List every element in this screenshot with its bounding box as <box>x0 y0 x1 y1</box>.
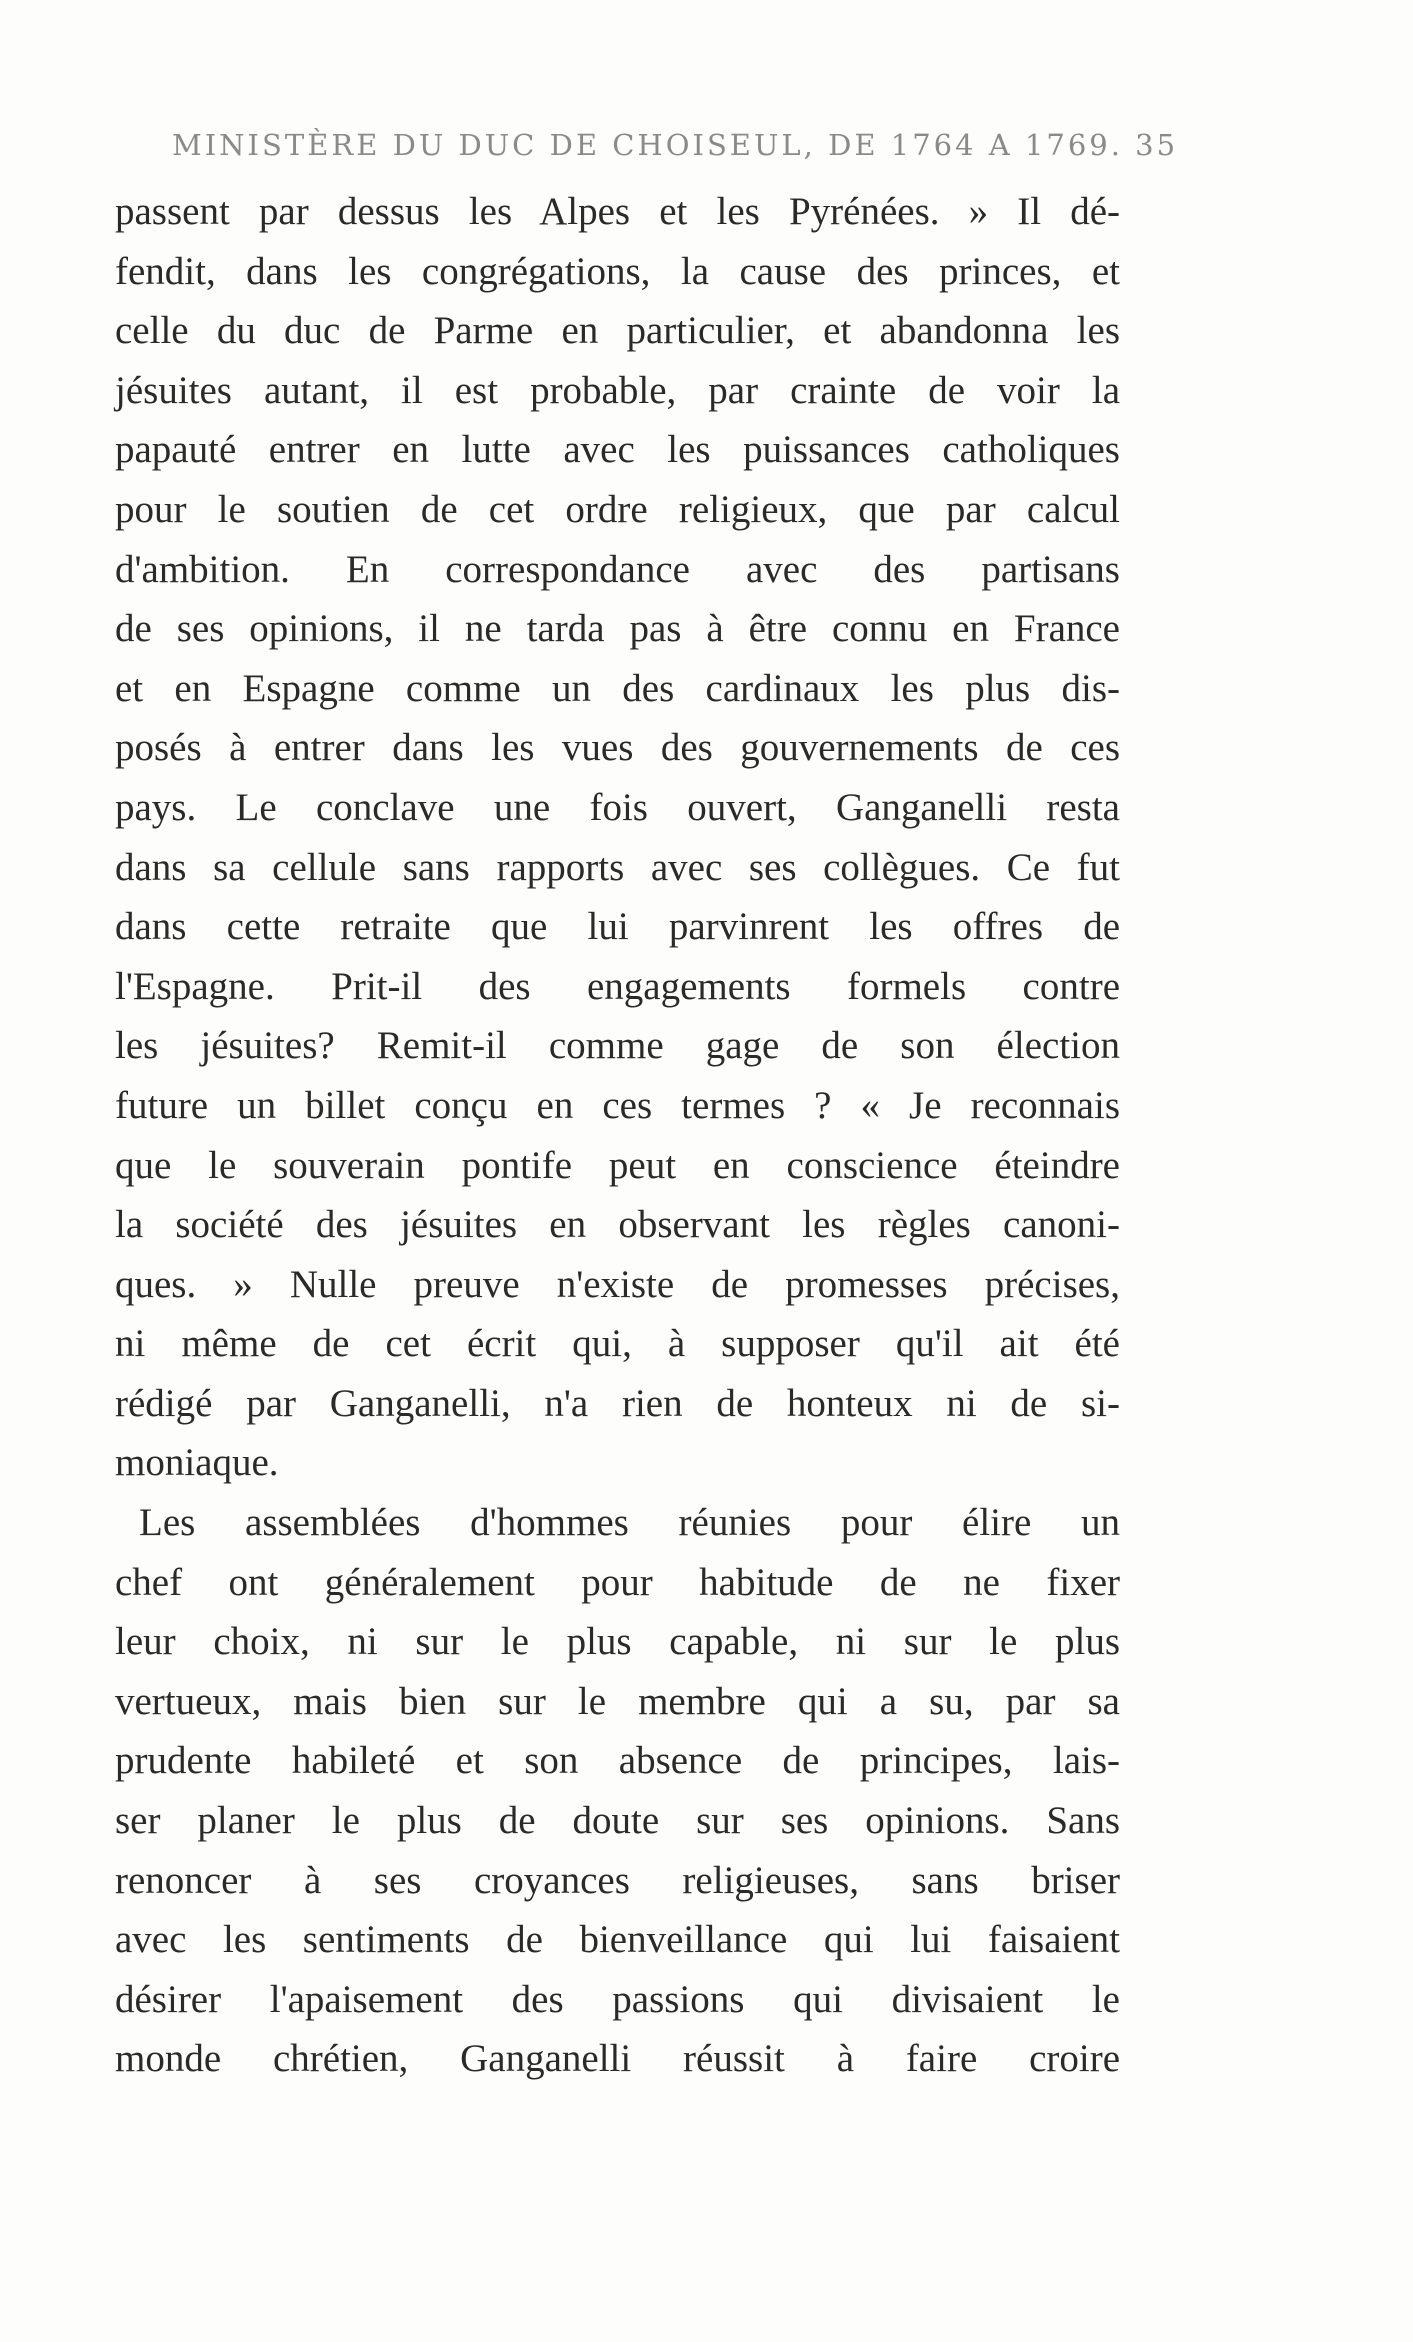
text-line: leur choix, ni sur le plus capable, ni sur le plus <box>115 1620 1120 1664</box>
text-line: ques. » Nulle preuve n'existe de promesses précises, <box>115 1262 1120 1306</box>
text-line: prudente habileté et son absence de principes, lais- <box>115 1739 1120 1783</box>
text-line: dans cette retraite que lui parvinrent les offres de <box>115 905 1120 949</box>
text-line: renoncer à ses croyances religieuses, sans briser <box>115 1858 1120 1902</box>
text-line: la société des jésuites en observant les règles canoni- <box>115 1203 1120 1247</box>
text-line: l'Espagne. Prit-il des engagements formels contre <box>115 964 1120 1008</box>
text-line: rédigé par Ganganelli, n'a rien de honteux ni de si- <box>115 1381 1120 1425</box>
text-line: désirer l'apaisement des passions qui divisaient le <box>115 1977 1120 2021</box>
text-line: fendit, dans les congrégations, la cause des princes, et <box>115 249 1120 293</box>
text-line: les jésuites? Remit-il comme gage de son élection <box>115 1024 1120 1068</box>
text-line: passent par dessus les Alpes et les Pyrénées. » Il dé- <box>115 190 1120 233</box>
body-text <box>115 182 1120 2089</box>
text-line: et en Espagne comme un des cardinaux les plus dis- <box>115 666 1120 710</box>
text-line: d'ambition. En correspondance avec des partisans <box>115 547 1120 591</box>
running-head: MINISTÈRE DU DUC DE CHOISEUL, DE 1764 A 1769. 35 <box>172 128 1179 162</box>
text-line: celle du duc de Parme en particulier, et abandonna les <box>115 309 1120 353</box>
text-line: jésuites autant, il est probable, par crainte de voir la <box>115 368 1120 412</box>
text-line: que le souverain pontife peut en conscience éteindre <box>115 1143 1120 1187</box>
text-line: pays. Le conclave une fois ouvert, Ganganelli resta <box>115 785 1120 829</box>
text-line: dans sa cellule sans rapports avec ses collègues. Ce fut <box>115 845 1120 889</box>
text-line: pour le soutien de cet ordre religieux, que par calcul <box>115 487 1120 531</box>
text-line: chef ont généralement pour habitude de ne fixer <box>115 1560 1120 1604</box>
text-line: monde chrétien, Ganganelli réussit à faire croire <box>115 2037 1120 2081</box>
text-line: posés à entrer dans les vues des gouvernements de ces <box>115 726 1120 770</box>
text-line: ser planer le plus de doute sur ses opinions. Sans <box>115 1799 1120 1843</box>
text-line: vertueux, mais bien sur le membre qui a su, par sa <box>115 1679 1120 1723</box>
text-line: de ses opinions, il ne tarda pas à être connu en France <box>115 607 1120 651</box>
text-line: papauté entrer en lutte avec les puissances catholiques <box>115 428 1120 472</box>
text-line: avec les sentiments de bienveillance qui lui faisaient <box>115 1918 1120 1962</box>
text-line: Les assemblées d'hommes réunies pour élire un <box>139 1501 1120 1545</box>
paragraph <box>115 182 1120 1493</box>
text-line: ni même de cet écrit qui, à supposer qu'il ait été <box>115 1322 1120 1366</box>
paragraph <box>115 1493 1120 2089</box>
text-line: moniaque. <box>115 1441 279 1485</box>
text-line: future un billet conçu en ces termes ? « Je reconnais <box>115 1083 1120 1127</box>
